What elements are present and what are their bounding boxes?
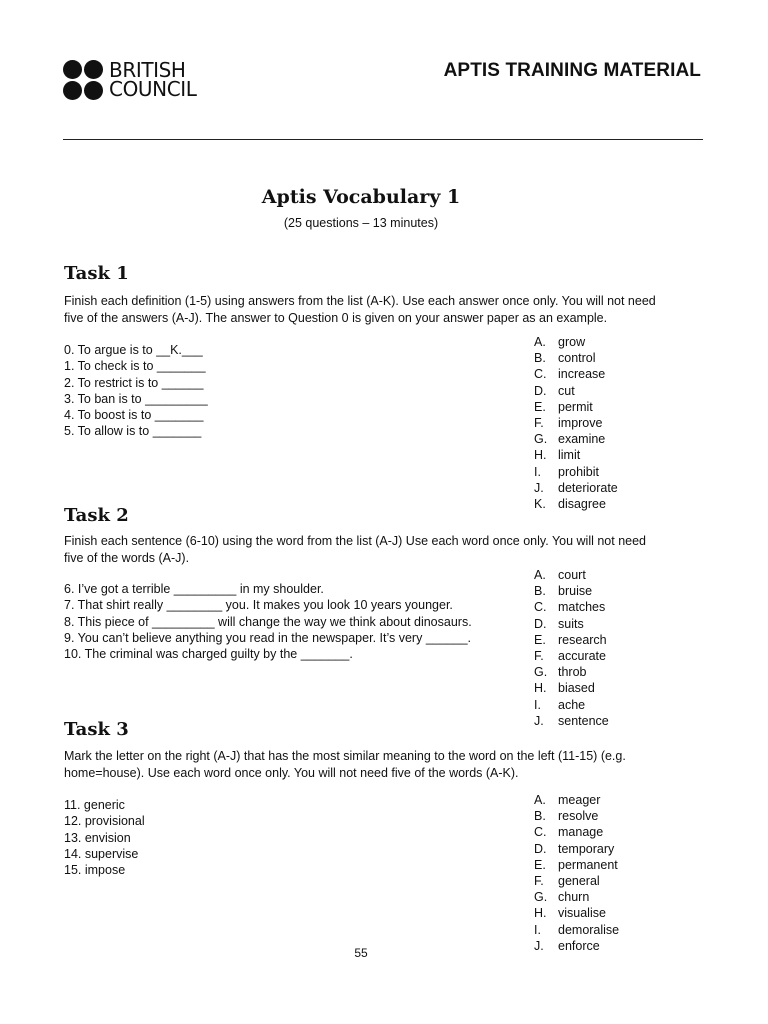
question-item: 5. To allow is to _______ xyxy=(64,424,202,439)
british-council-logo xyxy=(63,60,197,100)
task-3-heading: Task 3 xyxy=(64,719,129,740)
question-item: 11. generic xyxy=(64,798,125,812)
option-word: permanent xyxy=(558,857,618,872)
option-word: churn xyxy=(558,890,590,905)
option-word: visualise xyxy=(558,906,606,921)
option-letter: A. xyxy=(534,335,546,349)
option-item xyxy=(534,567,609,583)
option-item xyxy=(534,480,618,496)
option-letter: B. xyxy=(534,584,546,599)
option-item xyxy=(534,350,618,366)
option-word: grow xyxy=(558,335,586,349)
option-letter: D. xyxy=(534,383,547,398)
option-word: demoralise xyxy=(558,922,620,937)
option-word: limit xyxy=(558,448,581,463)
option-letter: H. xyxy=(534,681,547,696)
option-item xyxy=(534,632,609,648)
option-item xyxy=(534,905,619,921)
option-word: sentence xyxy=(558,713,609,728)
task-1-heading: Task 1 xyxy=(64,263,129,284)
option-item xyxy=(534,334,618,350)
option-word: accurate xyxy=(558,648,606,663)
option-letter: C. xyxy=(534,600,547,615)
option-word: prohibit xyxy=(558,464,599,479)
option-letter: G. xyxy=(534,665,548,680)
logo-line-1: BRITISH xyxy=(109,58,186,82)
option-word: general xyxy=(558,873,600,888)
header-title: APTIS TRAINING MATERIAL xyxy=(443,60,701,81)
option-item xyxy=(534,616,609,632)
option-item xyxy=(534,824,619,840)
option-letter: J. xyxy=(534,938,544,953)
option-word: manage xyxy=(558,825,604,840)
option-word: throb xyxy=(558,665,587,680)
task-3-instructions: Mark the letter on the right (A-J) that has the most similar meaning to the word on the left (11-15) (e.g. home=house). Use each word once only. You will not need five of the words (A-K). xyxy=(64,749,626,780)
option-item xyxy=(534,599,609,615)
question-item: 7. That shirt really ________ you. It makes you look 10 years younger. xyxy=(64,598,453,613)
option-letter: C. xyxy=(534,367,547,382)
task-3-options xyxy=(534,792,619,954)
page-number: 55 xyxy=(354,946,368,960)
option-item xyxy=(534,713,609,729)
option-letter: A. xyxy=(534,793,546,807)
option-word: temporary xyxy=(558,841,615,856)
question-item: 14. supervise xyxy=(64,846,139,861)
question-item: 12. provisional xyxy=(64,814,145,829)
question-item: 6. I’ve got a terrible _________ in my shoulder. xyxy=(64,582,324,596)
option-item xyxy=(534,447,618,463)
header-divider xyxy=(63,139,703,140)
task-1-instructions: Finish each definition (1-5) using answers from the list (A-K). Use each answer once only. You will not need five of the answers (A-J). The answer to Question 0 is given on your answer paper as an example. xyxy=(64,294,656,325)
option-letter: C. xyxy=(534,825,547,840)
option-letter: F. xyxy=(534,873,544,888)
option-item xyxy=(534,664,609,680)
option-letter: G. xyxy=(534,890,548,905)
document-subtitle: (25 questions – 13 minutes) xyxy=(283,216,439,230)
option-item xyxy=(534,366,618,382)
option-letter: H. xyxy=(534,448,547,463)
option-letter: I. xyxy=(534,922,541,937)
question-item: 10. The criminal was charged guilty by the _______. xyxy=(64,647,353,662)
option-item xyxy=(534,383,618,399)
question-item: 9. You can’t believe anything you read in the newspaper. It’s very ______. xyxy=(64,630,472,645)
option-word: suits xyxy=(558,616,584,631)
option-letter: E. xyxy=(534,399,546,414)
task-1-options xyxy=(534,334,618,512)
option-letter: D. xyxy=(534,616,547,631)
option-letter: K. xyxy=(534,496,546,511)
option-item xyxy=(534,583,609,599)
question-item: 15. impose xyxy=(64,863,126,878)
logo-dots-icon xyxy=(63,60,103,100)
option-letter: E. xyxy=(534,632,546,647)
option-word: improve xyxy=(558,415,603,430)
option-word: research xyxy=(558,632,607,647)
option-item xyxy=(534,841,619,857)
option-letter: E. xyxy=(534,857,546,872)
option-item xyxy=(534,808,619,824)
option-word: ache xyxy=(558,697,586,712)
option-letter: B. xyxy=(534,809,546,824)
option-letter: J. xyxy=(534,480,544,495)
option-word: matches xyxy=(558,600,606,615)
option-item xyxy=(534,922,619,938)
option-letter: I. xyxy=(534,464,541,479)
option-word: enforce xyxy=(558,938,600,953)
option-item xyxy=(534,431,618,447)
option-item xyxy=(534,680,609,696)
logo-text xyxy=(109,58,197,101)
option-word: meager xyxy=(558,793,601,807)
option-word: disagree xyxy=(558,496,606,511)
option-item xyxy=(534,889,619,905)
option-item xyxy=(534,464,618,480)
task-2-questions xyxy=(64,581,472,662)
option-item xyxy=(534,399,618,415)
option-word: cut xyxy=(558,383,575,398)
option-letter: H. xyxy=(534,906,547,921)
option-letter: D. xyxy=(534,841,547,856)
option-letter: F. xyxy=(534,415,544,430)
option-item xyxy=(534,697,609,713)
option-item xyxy=(534,648,609,664)
task-2-options xyxy=(534,567,609,729)
question-item: 0. To argue is to __K.___ xyxy=(64,343,203,357)
option-word: examine xyxy=(558,432,606,447)
option-word: deteriorate xyxy=(558,480,618,495)
question-item: 8. This piece of _________ will change the way we think about dinosaurs. xyxy=(64,614,472,629)
question-item: 13. envision xyxy=(64,830,131,845)
option-word: court xyxy=(558,568,586,582)
option-word: permit xyxy=(558,399,593,414)
question-item: 4. To boost is to _______ xyxy=(64,408,204,423)
option-word: biased xyxy=(558,681,595,696)
task-2-instructions: Finish each sentence (6-10) using the word from the list (A-J) Use each word once only. You will not need five of the words (A-J). xyxy=(64,534,647,565)
option-letter: B. xyxy=(534,351,546,366)
option-item xyxy=(534,496,618,512)
option-letter: I. xyxy=(534,697,541,712)
task-1-questions xyxy=(64,342,208,440)
question-item: 3. To ban is to _________ xyxy=(64,391,208,406)
option-item xyxy=(534,792,619,808)
option-word: resolve xyxy=(558,809,599,824)
task-3-questions xyxy=(64,797,145,878)
option-item xyxy=(534,857,619,873)
option-item xyxy=(534,873,619,889)
question-item: 1. To check is to _______ xyxy=(64,359,206,374)
option-letter: A. xyxy=(534,568,546,582)
option-word: control xyxy=(558,351,596,366)
option-word: bruise xyxy=(558,584,593,599)
task-2-heading: Task 2 xyxy=(64,505,129,526)
question-item: 2. To restrict is to ______ xyxy=(64,375,204,390)
option-letter: F. xyxy=(534,648,544,663)
option-item xyxy=(534,415,618,431)
option-word: increase xyxy=(558,367,606,382)
option-letter: J. xyxy=(534,713,544,728)
document-title: Aptis Vocabulary 1 xyxy=(261,186,461,208)
logo-line-2: COUNCIL xyxy=(109,77,197,101)
option-letter: G. xyxy=(534,432,548,447)
